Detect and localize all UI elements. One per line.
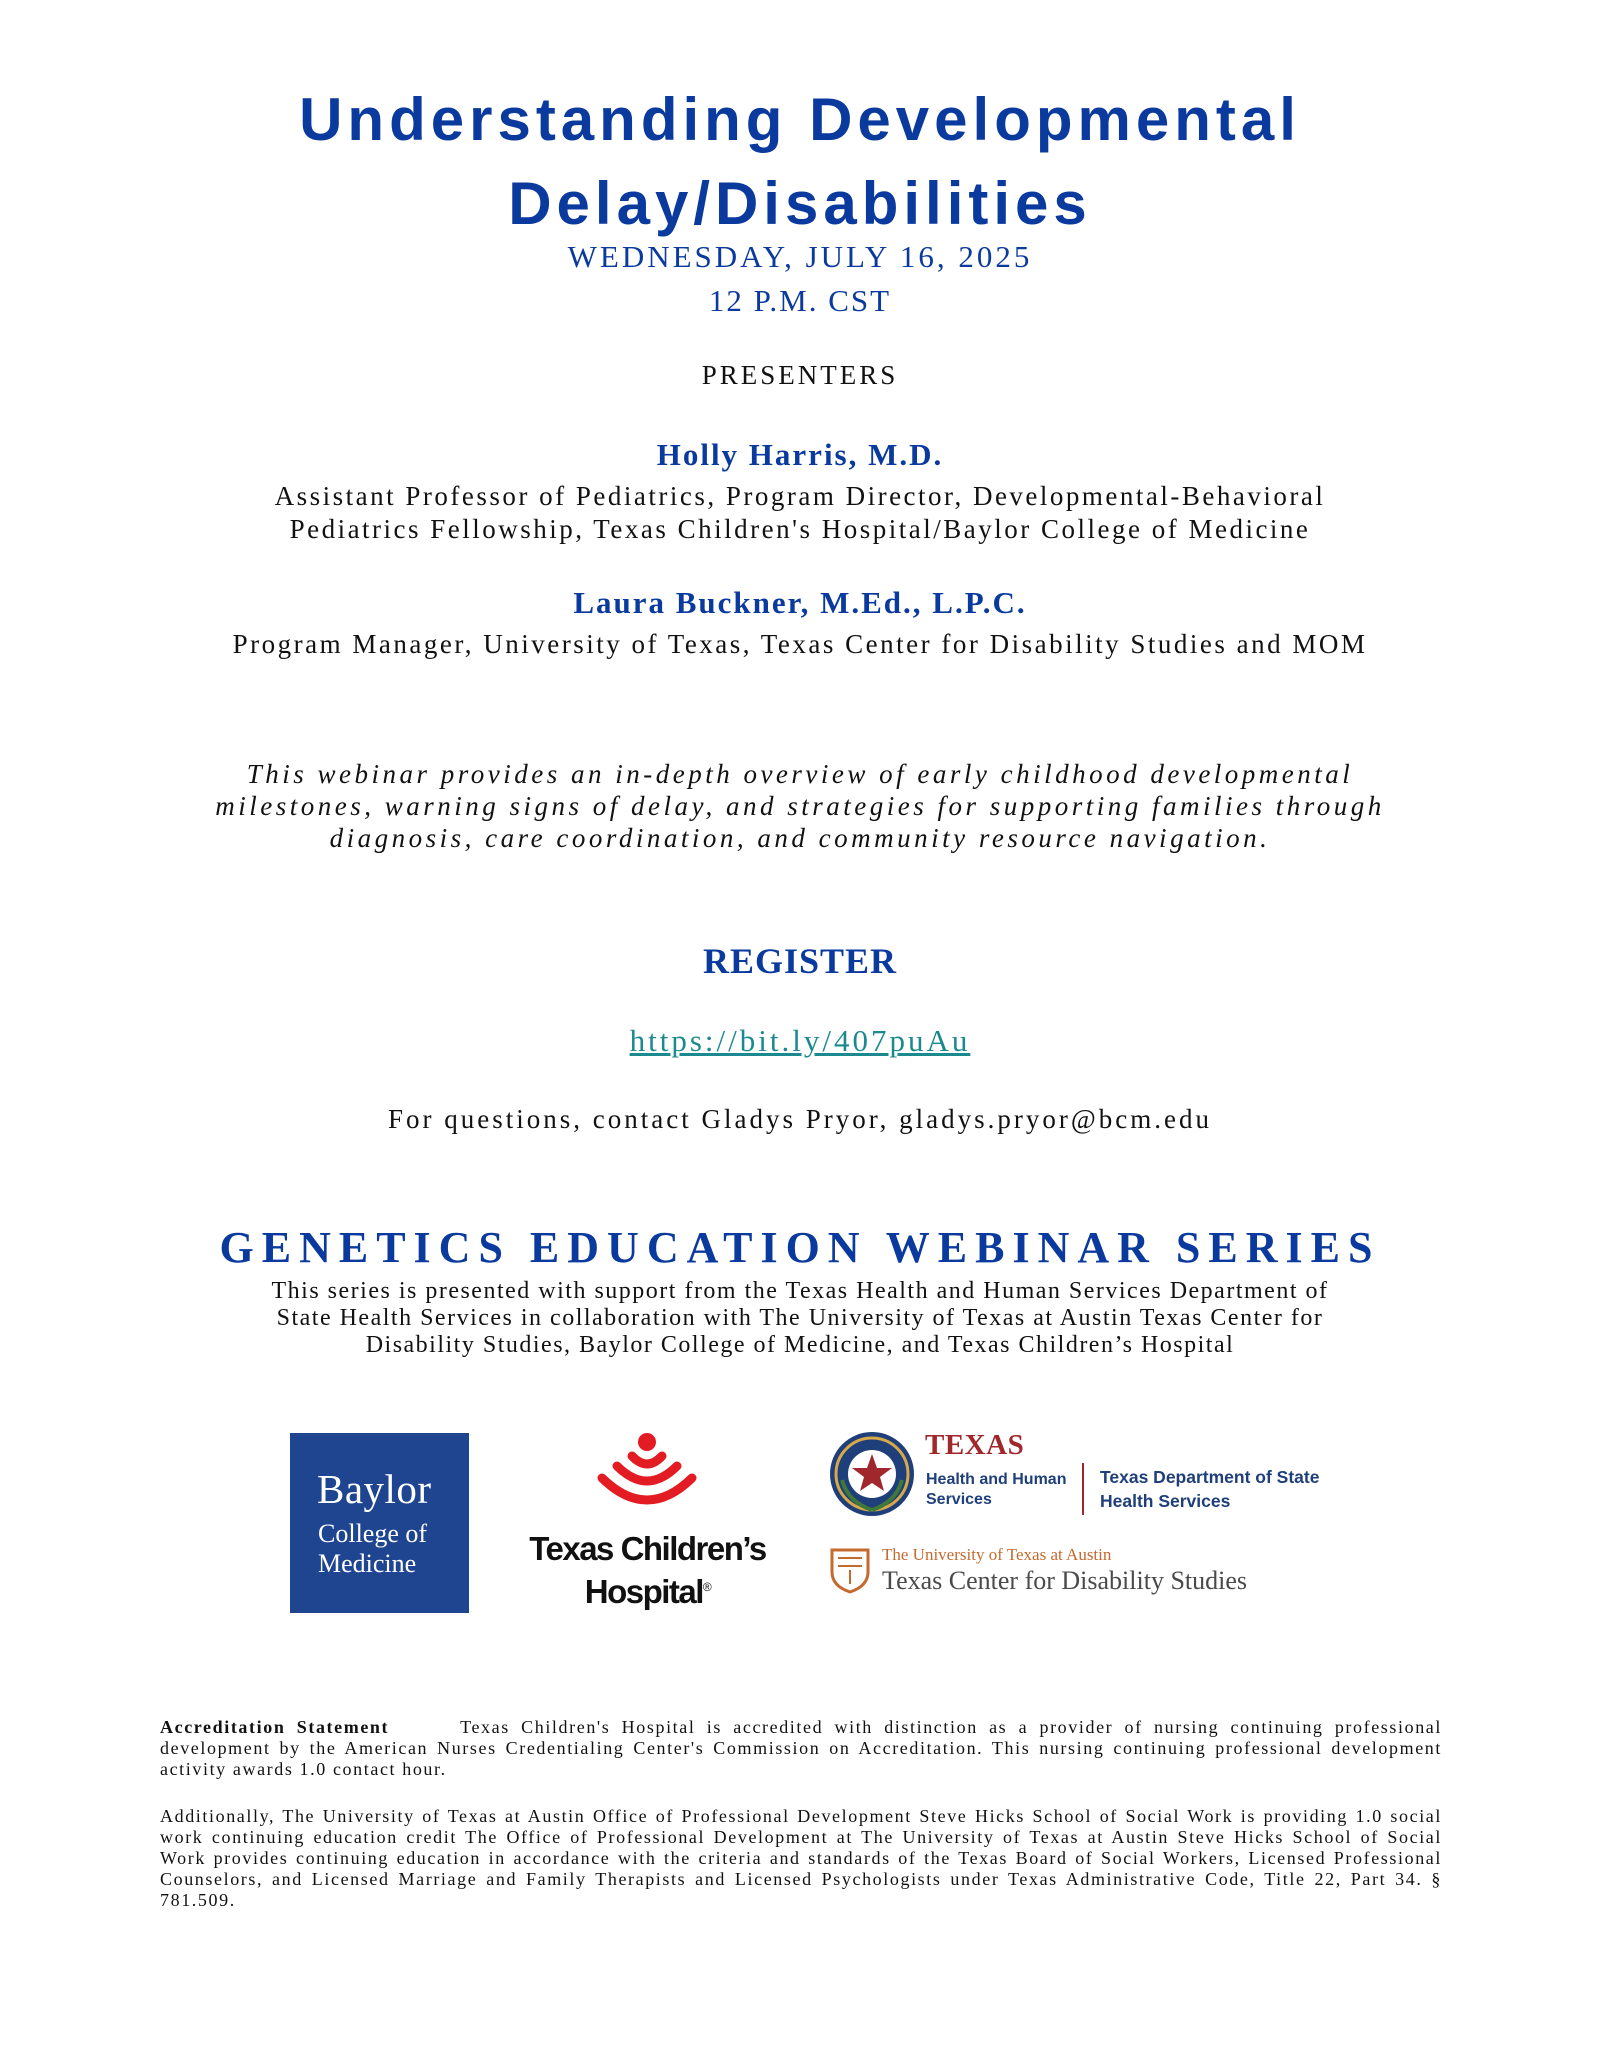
accreditation-text: Texas Children's Hospital is accredited with distinction as a provider of nursing continuing professional development by the American Nurses Credentialing Center's Commission on Accreditation. This nursing continuing professional development activity awards 1.0 contact hour. [160, 1717, 1442, 1779]
tch-logo-text: Texas Children’s [529, 1530, 766, 1567]
contact-info: For questions, contact Gladys Pryor, gladys.pryor@bcm.edu [388, 1104, 1212, 1134]
tch-logo-text: Hospital [584, 1573, 703, 1610]
register-link[interactable]: https://bit.ly/407puAu [629, 1023, 971, 1058]
presenter-role-harris [0, 480, 1600, 546]
tch-logo-line2 [505, 1568, 790, 1611]
event-title-line2: Delay/Disabilities [508, 170, 1092, 237]
texas-star-seal-icon [828, 1430, 916, 1518]
webinar-description [150, 758, 1450, 854]
description-line: diagnosis, care coordination, and community resource navigation. [329, 823, 1271, 853]
accreditation-label: Accreditation Statement [160, 1717, 390, 1737]
tch-heart-icon [505, 1430, 790, 1530]
presenter-role-line: Pediatrics Fellowship, Texas Children's Hospital/Baylor College of Medicine [289, 514, 1311, 544]
series-description [170, 1278, 1430, 1359]
baylor-college-of-medicine-logo [290, 1433, 469, 1613]
presenters-heading: PRESENTERS [701, 360, 899, 390]
baylor-logo-text: College of [318, 1519, 428, 1548]
event-title [0, 78, 1600, 246]
tch-logo-wordmark [505, 1530, 790, 1611]
register-link-wrap [0, 1023, 1600, 1059]
series-desc-line: Disability Studies, Baylor College of Medicine, and Texas Children’s Hospital [365, 1332, 1235, 1358]
presenter-role-line: Assistant Professor of Pediatrics, Program Director, Developmental-Behavioral [274, 481, 1326, 511]
event-time: 12 P.M. CST [708, 283, 892, 318]
registered-mark: ® [702, 1580, 711, 1594]
description-line: This webinar provides an in-depth overview of early childhood developmental [246, 759, 1354, 789]
ut-shield-icon [828, 1546, 872, 1594]
hhs-logo-subtitle [926, 1470, 1066, 1510]
ut-austin-tcds-logo [826, 1542, 1326, 1602]
dshs-logo-text [1100, 1465, 1319, 1513]
baylor-logo-text: Medicine [318, 1549, 417, 1578]
presenter-role-line: Program Manager, University of Texas, Texas Center for Disability Studies and MOM [232, 629, 1368, 659]
dshs-logo-line: Health Services [1100, 1491, 1231, 1511]
ut-logo-line1: The University of Texas at Austin [882, 1545, 1112, 1564]
event-title-line1: Understanding Developmental [299, 86, 1301, 153]
additional-accreditation: Additionally, The University of Texas at Austin Office of Professional Development Steve Hicks School of Social Work is providing 1.0 social work continuing education credit The Office of Professional Development at The University of Texas at Austin Steve Hicks School of Social Work provides continuing education in accordance with the criteria and standards of the Texas Board of Social Workers, Licensed Professional Counselors, and Licensed Marriage and Family Therapists and Licensed Psychologists under Texas Administrative Code, Title 22, Part 34. § 781.509. [160, 1806, 1442, 1910]
texas-hhs-logo [820, 1425, 1320, 1525]
hhs-logo-text: Services [926, 1491, 992, 1508]
presenter-name-buckner: Laura Buckner, M.Ed., L.P.C. [573, 585, 1027, 620]
series-desc-line: This series is presented with support from the Texas Health and Human Services Department of [271, 1278, 1329, 1304]
hhs-logo-texas: TEXAS [925, 1429, 1025, 1461]
baylor-logo-text: Baylor [317, 1466, 432, 1512]
register-heading: REGISTER [702, 941, 898, 981]
description-line: milestones, warning signs of delay, and strategies for supporting families through [215, 791, 1385, 821]
series-desc-line: State Health Services in collaboration with The University of Texas at Austin Texas Center for [276, 1305, 1324, 1331]
presenter-role-buckner [0, 628, 1600, 661]
hhs-logo-divider [1082, 1463, 1084, 1515]
hhs-logo-text: Health and Human [926, 1471, 1067, 1488]
texas-childrens-hospital-logo [505, 1430, 790, 1620]
ut-logo-line2: Texas Center for Disability Studies [882, 1566, 1248, 1595]
event-date: WEDNESDAY, JULY 16, 2025 [567, 239, 1033, 274]
accreditation-statement [160, 1717, 1442, 1780]
series-title: GENETICS EDUCATION WEBINAR SERIES [219, 1223, 1381, 1272]
presenter-name-harris: Holly Harris, M.D. [656, 437, 944, 472]
dshs-logo-line: Texas Department of State [1100, 1467, 1320, 1487]
